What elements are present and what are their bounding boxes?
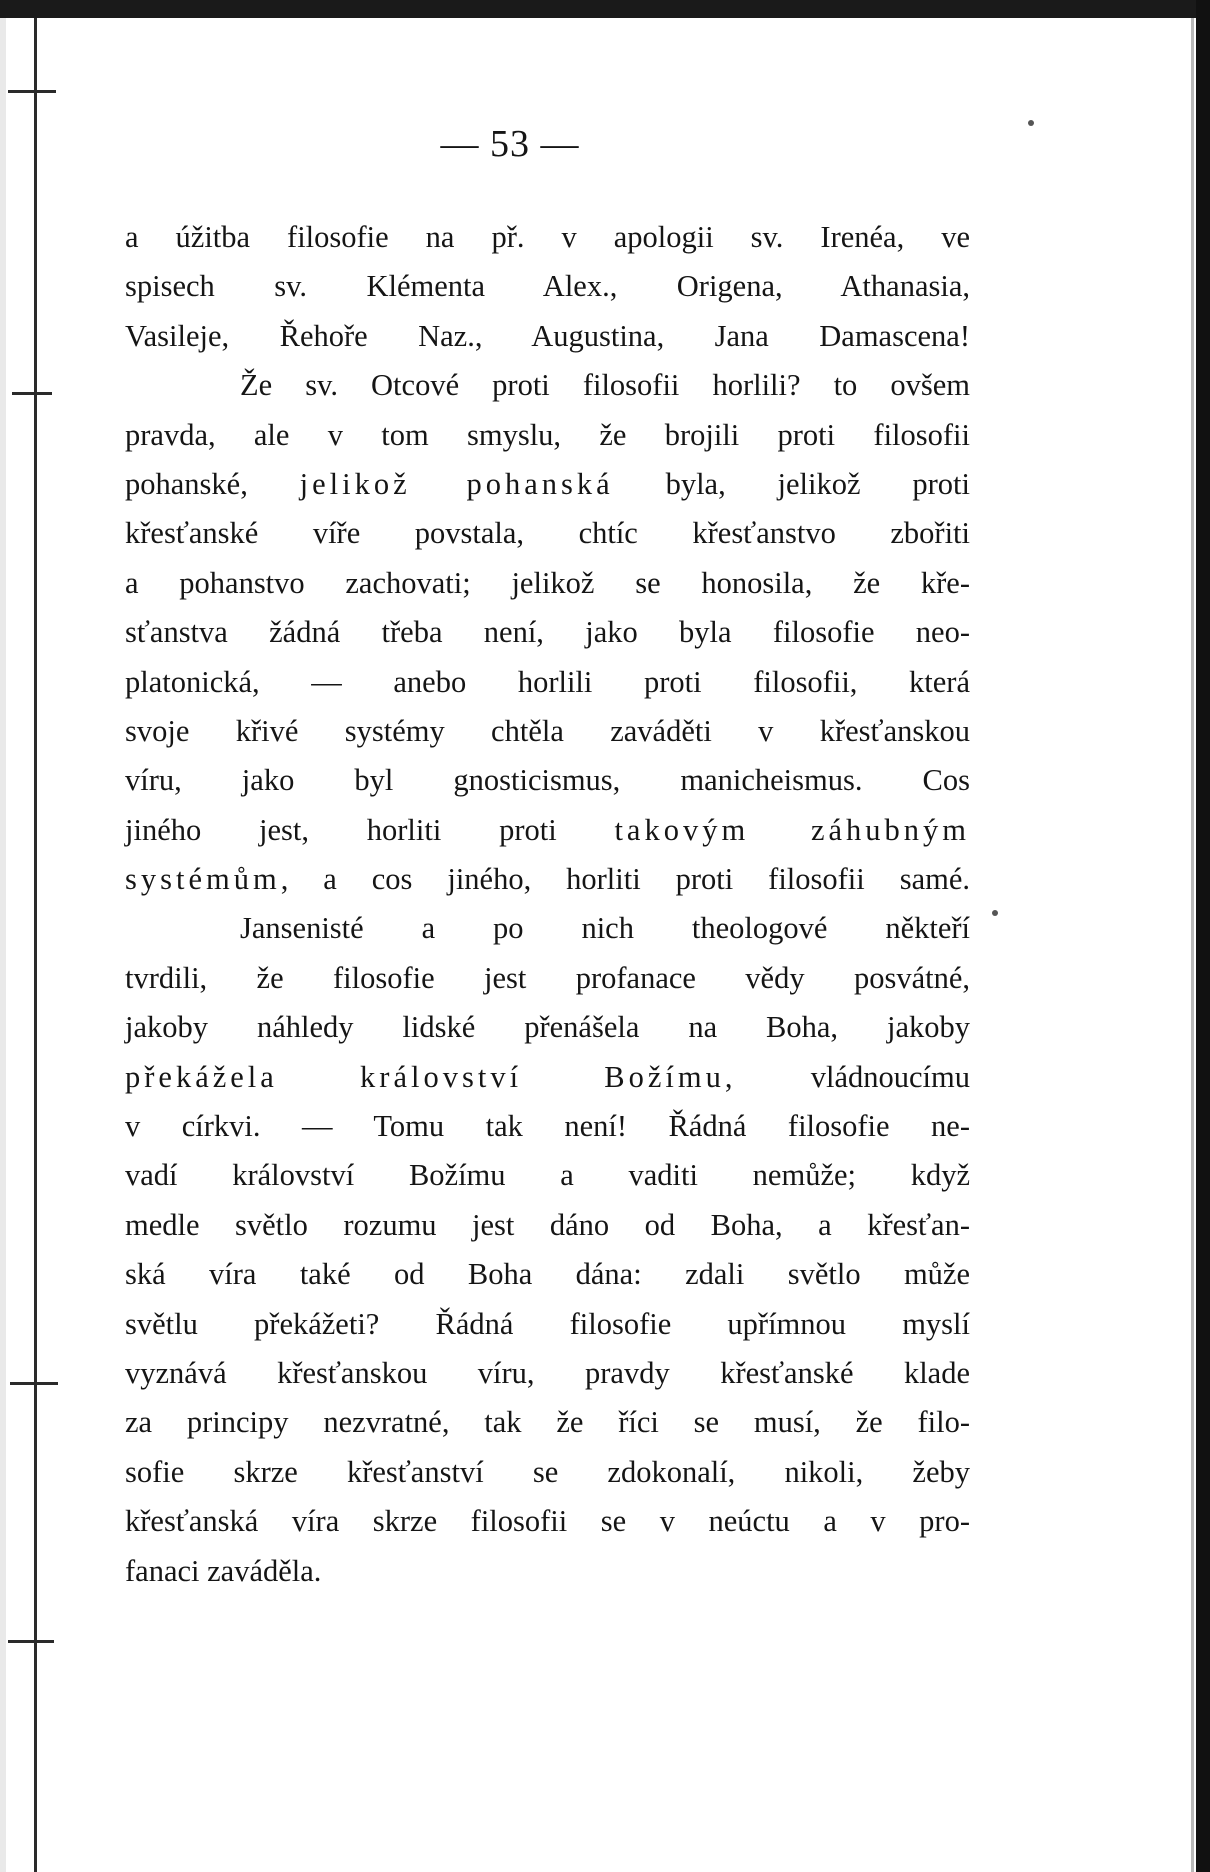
- text-segment: pravda, ale v tom smyslu, že brojili proti filosofii: [125, 417, 970, 452]
- scan-speck: [1028, 120, 1034, 126]
- text-line: [125, 954, 970, 1003]
- text-segment: jakoby náhledy lidské přenášela na Boha, jakoby: [125, 1010, 970, 1045]
- text-line: [125, 1201, 970, 1250]
- text-line: [125, 1547, 970, 1596]
- binding-tick: [10, 1382, 58, 1385]
- text-segment: sofie skrze křesťanství se zdokonalí, nikoli, žeby: [125, 1454, 970, 1489]
- text-line: [125, 411, 970, 460]
- text-line: [125, 1250, 970, 1299]
- text-line: [125, 1497, 970, 1546]
- scan-right-border: [1196, 0, 1210, 1872]
- text-line: [125, 213, 970, 262]
- text-line: [125, 262, 970, 311]
- text-line: [125, 559, 970, 608]
- text-line: [125, 658, 970, 707]
- text-line: [125, 1003, 970, 1052]
- scan-speck: [992, 910, 998, 916]
- text-line: [125, 509, 970, 558]
- text-segment: , vládnoucímu: [724, 1059, 970, 1094]
- text-segment: křesťanská víra skrze filosofii se v neúctu a v pro-: [125, 1504, 970, 1539]
- text-segment: za principy nezvratné, tak že říci se musí, že filo-: [125, 1405, 970, 1440]
- text-line: [125, 1053, 970, 1102]
- text-segment: svoje křivé systémy chtěla zaváděti v křesťanskou: [125, 713, 970, 748]
- page-left-edge: [0, 0, 6, 1872]
- text-segment: vyznává křesťanskou víru, pravdy křesťanské klade: [125, 1355, 970, 1390]
- page-number: — 53 —: [440, 123, 580, 165]
- text-segment: spisech sv. Klémenta Alex., Origena, Athanasia,: [125, 269, 970, 304]
- emphasized-text: překážela království Božímu: [125, 1059, 725, 1094]
- text-segment: pohanské,: [125, 466, 300, 501]
- text-segment: Že sv. Otcové proti filosofii horlili? to ovšem: [240, 368, 970, 403]
- text-segment: platonická, — anebo horlili proti filosofii, která: [125, 664, 970, 699]
- text-segment: jiného jest, horliti proti: [125, 812, 615, 847]
- text-segment: sťanstva žádná třeba není, jako byla filosofie neo-: [125, 615, 970, 650]
- binding-tick: [8, 90, 56, 93]
- text-line: [125, 806, 970, 855]
- text-line: [125, 756, 970, 805]
- text-line: [125, 707, 970, 756]
- text-segment: a pohanstvo zachovati; jelikož se honosila, že kře-: [125, 565, 970, 600]
- text-segment: Jansenisté a po nich theologové někteří: [240, 911, 970, 946]
- text-line: [125, 1398, 970, 1447]
- text-segment: , a cos jiného, horliti proti filosofii samé.: [280, 862, 970, 897]
- text-segment: medle světlo rozumu jest dáno od Boha, a křesťan-: [125, 1207, 970, 1242]
- text-line: [125, 361, 970, 410]
- text-segment: byla, jelikož proti: [613, 466, 970, 501]
- text-segment: Vasileje, Řehoře Naz., Augustina, Jana Damascena!: [125, 318, 970, 353]
- text-line: [125, 904, 970, 953]
- text-segment: vadí království Božímu a vaditi nemůže; když: [125, 1158, 970, 1193]
- page-right-edge: [1191, 18, 1194, 1872]
- emphasized-text: takovým záhubným: [614, 812, 970, 847]
- text-line: [125, 1151, 970, 1200]
- emphasized-text: systémům: [125, 862, 281, 897]
- text-line: [125, 1349, 970, 1398]
- text-line: [125, 855, 970, 904]
- text-segment: tvrdili, že filosofie jest profanace vědy posvátné,: [125, 960, 970, 995]
- text-segment: víru, jako byl gnosticismus, manicheismus. Cos: [125, 763, 970, 798]
- emphasized-text: jelikož pohanská: [299, 466, 614, 501]
- text-segment: ská víra také od Boha dána: zdali světlo může: [125, 1257, 970, 1292]
- text-line: [125, 312, 970, 361]
- text-line: [125, 608, 970, 657]
- text-segment: a úžitba filosofie na př. v apologii sv. Irenéa, ve: [125, 220, 970, 254]
- text-segment: světlu překážeti? Řádná filosofie upřímnou myslí: [125, 1306, 970, 1341]
- binding-margin-line: [34, 18, 37, 1872]
- text-segment: křesťanské víře povstala, chtíc křesťanstvo zbořiti: [125, 516, 970, 551]
- body-text: [125, 213, 970, 1596]
- text-line: [125, 460, 970, 509]
- binding-tick: [12, 392, 52, 395]
- text-line: [125, 1448, 970, 1497]
- binding-tick: [8, 1640, 54, 1643]
- text-segment: fanaci zaváděla.: [125, 1553, 322, 1588]
- text-segment: v církvi. — Tomu tak není! Řádná filosofie ne-: [125, 1109, 970, 1144]
- text-line: [125, 1102, 970, 1151]
- text-line: [125, 1300, 970, 1349]
- scan-top-border: [0, 0, 1210, 18]
